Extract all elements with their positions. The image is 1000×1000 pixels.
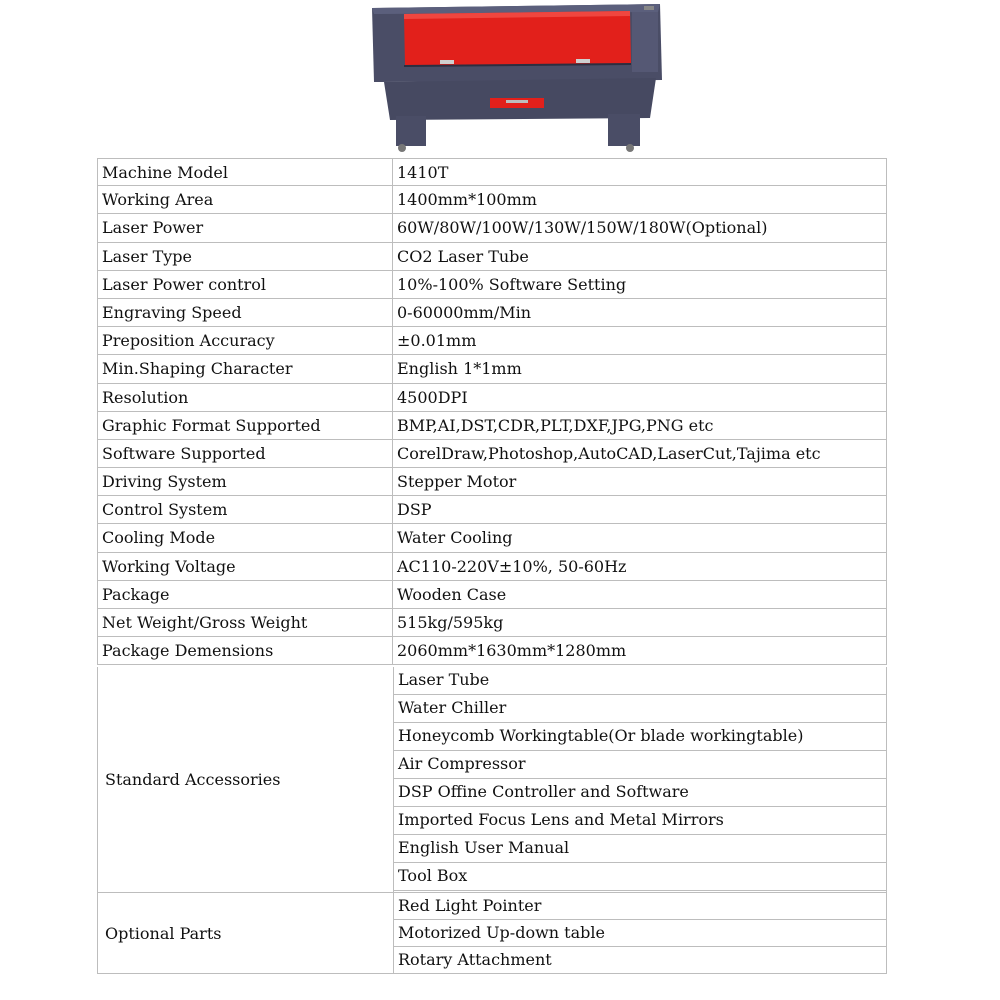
- optional-parts-label: Optional Parts: [98, 893, 394, 973]
- spec-row: [97, 327, 887, 355]
- spec-value: CO2 Laser Tube: [393, 243, 887, 270]
- spec-row: [97, 637, 887, 665]
- spec-value: Wooden Case: [393, 581, 887, 608]
- spec-value: DSP: [393, 496, 887, 523]
- spec-row: [97, 496, 887, 524]
- spec-row: [97, 243, 887, 271]
- spec-label: Cooling Mode: [97, 524, 393, 551]
- spec-row: [97, 468, 887, 496]
- spec-value: 0-60000mm/Min: [393, 299, 887, 326]
- spec-row: [97, 186, 887, 214]
- spec-value: 1410T: [393, 159, 887, 185]
- spec-value: ±0.01mm: [393, 327, 887, 354]
- spec-row: [97, 299, 887, 327]
- spec-label: Laser Type: [97, 243, 393, 270]
- list-item: Imported Focus Lens and Metal Mirrors: [394, 807, 886, 835]
- list-item: Laser Tube: [394, 667, 886, 695]
- list-item: Motorized Up-down table: [394, 920, 886, 947]
- spec-row: [97, 609, 887, 637]
- list-item: Water Chiller: [394, 695, 886, 723]
- spec-label: Graphic Format Supported: [97, 412, 393, 439]
- spec-value: Stepper Motor: [393, 468, 887, 495]
- spec-label: Package: [97, 581, 393, 608]
- standard-accessories-group: [97, 667, 887, 893]
- spec-label: Package Demensions: [97, 637, 393, 664]
- spec-value: CorelDraw,Photoshop,AutoCAD,LaserCut,Tajima etc: [393, 440, 887, 467]
- spec-value: 2060mm*1630mm*1280mm: [393, 637, 887, 664]
- spec-label: Preposition Accuracy: [97, 327, 393, 354]
- list-item: Air Compressor: [394, 751, 886, 779]
- spec-label: Working Voltage: [97, 553, 393, 580]
- list-item: Honeycomb Workingtable(Or blade workingtable): [394, 723, 886, 751]
- spec-value: 10%-100% Software Setting: [393, 271, 887, 298]
- standard-accessories-label: Standard Accessories: [98, 667, 394, 892]
- spec-row: [97, 581, 887, 609]
- spec-row: [97, 524, 887, 552]
- spec-value: BMP,AI,DST,CDR,PLT,DXF,JPG,PNG etc: [393, 412, 887, 439]
- spec-row: [97, 384, 887, 412]
- spec-label: Laser Power control: [97, 271, 393, 298]
- spec-label: Resolution: [97, 384, 393, 411]
- spec-table: [97, 158, 887, 665]
- spec-row: [97, 553, 887, 581]
- list-item: Red Light Pointer: [394, 893, 886, 920]
- spec-label: Control System: [97, 496, 393, 523]
- spec-value: English 1*1mm: [393, 355, 887, 382]
- spec-label: Machine Model: [97, 159, 393, 185]
- spec-row: [97, 412, 887, 440]
- spec-label: Driving System: [97, 468, 393, 495]
- spec-value: AC110-220V±10%, 50-60Hz: [393, 553, 887, 580]
- spec-row: [97, 271, 887, 299]
- spec-row: [97, 440, 887, 468]
- spec-label: Engraving Speed: [97, 299, 393, 326]
- spec-value: 1400mm*100mm: [393, 186, 887, 213]
- spec-row: [97, 214, 887, 242]
- spec-value: 515kg/595kg: [393, 609, 887, 636]
- list-item: Rotary Attachment: [394, 947, 886, 974]
- spec-value: Water Cooling: [393, 524, 887, 551]
- standard-accessories-list: [394, 667, 887, 892]
- spec-value: 60W/80W/100W/130W/150W/180W(Optional): [393, 214, 887, 241]
- list-item: English User Manual: [394, 835, 886, 863]
- spec-label: Net Weight/Gross Weight: [97, 609, 393, 636]
- spec-label: Laser Power: [97, 214, 393, 241]
- spec-value: 4500DPI: [393, 384, 887, 411]
- spec-row: [97, 355, 887, 383]
- optional-parts-list: [394, 893, 887, 973]
- spec-label: Min.Shaping Character: [97, 355, 393, 382]
- list-item: Tool Box: [394, 863, 886, 891]
- machine-image: [360, 0, 670, 155]
- list-item: DSP Offine Controller and Software: [394, 779, 886, 807]
- spec-label: Working Area: [97, 186, 393, 213]
- spec-label: Software Supported: [97, 440, 393, 467]
- spec-row: [97, 158, 887, 186]
- optional-parts-group: [97, 893, 887, 974]
